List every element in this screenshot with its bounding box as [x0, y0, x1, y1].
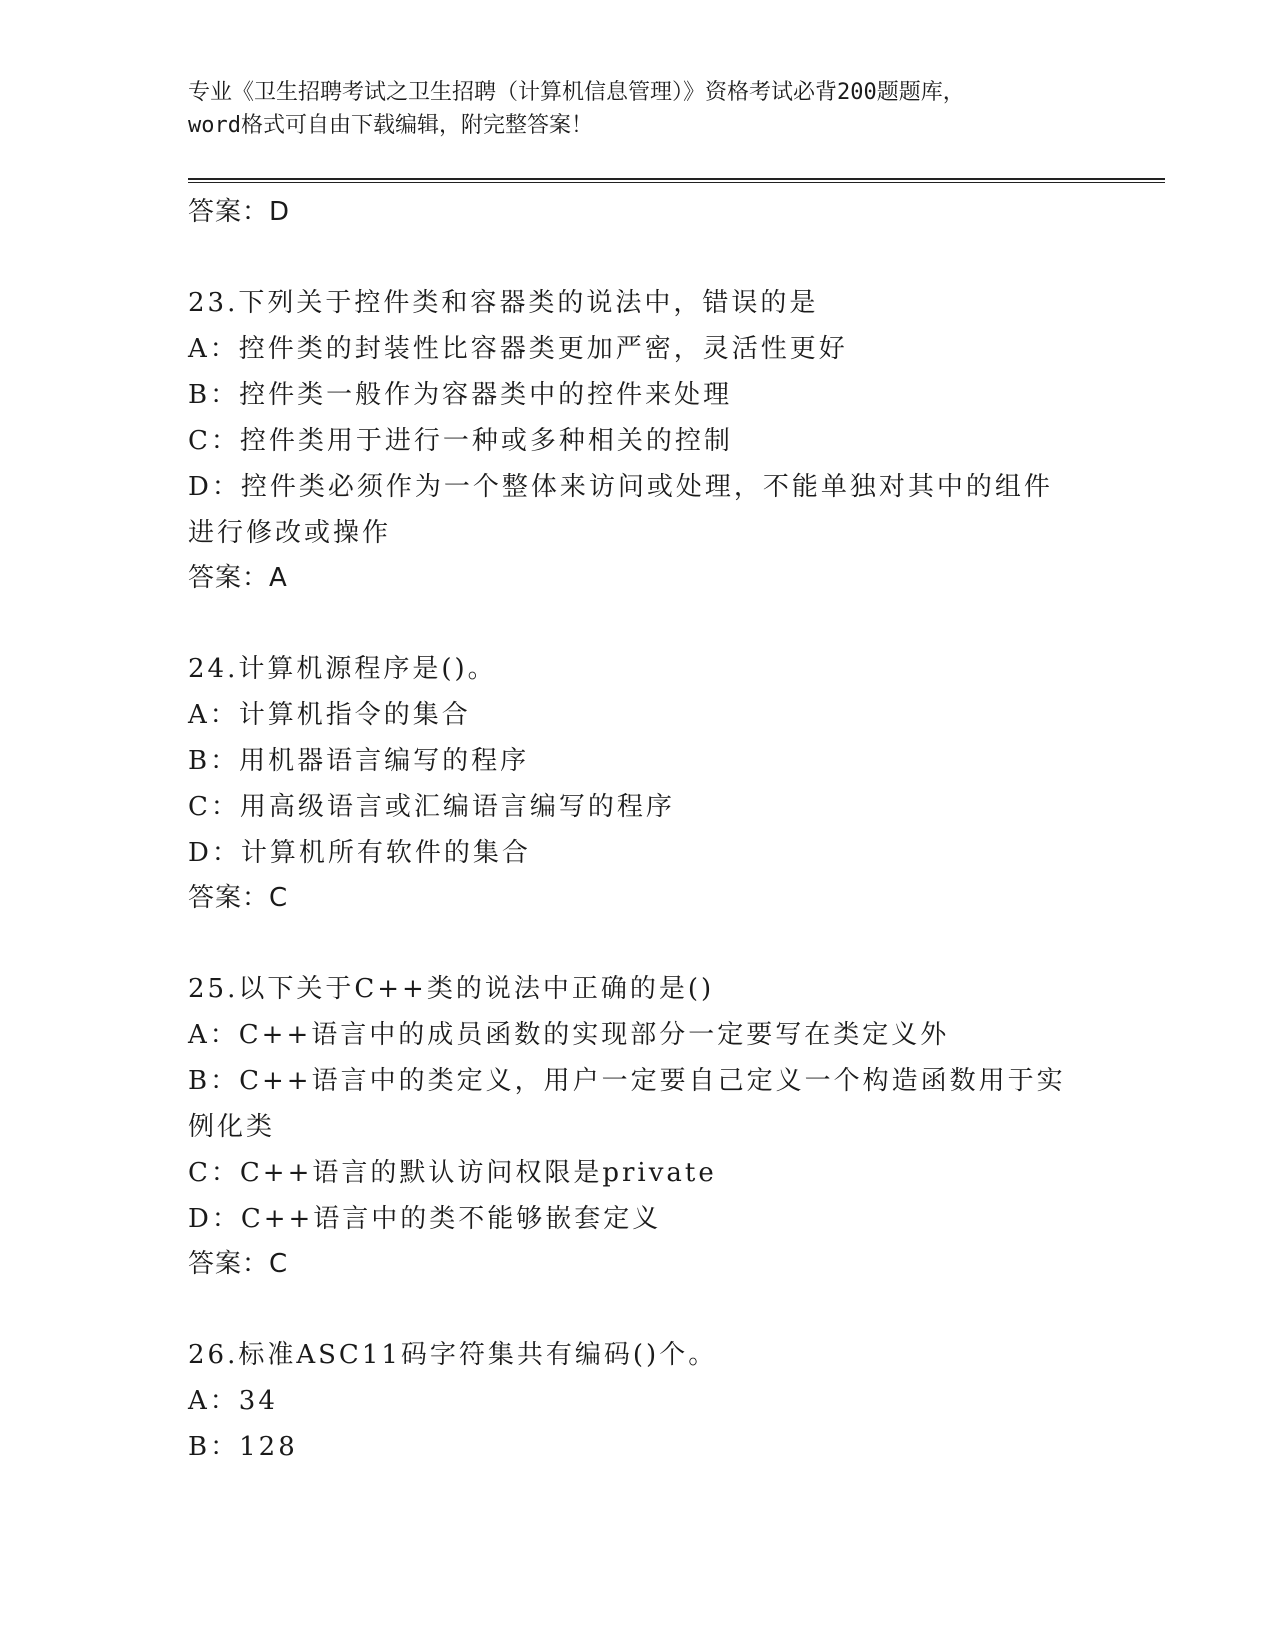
- option-d: D：控件类必须作为一个整体来访问或处理，不能单独对其中的组件进行修改或操作: [188, 472, 1053, 548]
- option-b: B：控件类一般作为容器类中的控件来处理: [188, 380, 733, 410]
- answer-line: 答案：D: [188, 197, 291, 227]
- question-content: [188, 190, 1088, 1470]
- answer-line: 答案：C: [188, 883, 289, 913]
- option-a: A：计算机指令的集合: [188, 700, 471, 730]
- question-stem: 24.计算机源程序是()。: [188, 654, 497, 684]
- question-stem: 26.标准ASC11码字符集共有编码()个。: [188, 1340, 718, 1370]
- option-a: A：控件类的封装性比容器类更加严密，灵活性更好: [188, 334, 848, 364]
- answer-line: 答案：C: [188, 1249, 289, 1279]
- header-divider: [188, 178, 1165, 183]
- option-d: D：计算机所有软件的集合: [188, 838, 531, 868]
- answer-line: 答案：A: [188, 563, 288, 593]
- question-stem: 23.下列关于控件类和容器类的说法中，错误的是: [188, 288, 819, 318]
- option-c: C：控件类用于进行一种或多种相关的控制: [188, 426, 733, 456]
- question-23: [188, 280, 1088, 602]
- option-a: A：34: [188, 1386, 278, 1416]
- option-d: D：C++语言中的类不能够嵌套定义: [188, 1204, 662, 1234]
- question-25: [188, 966, 1088, 1288]
- option-a: A：C++语言中的成员函数的实现部分一定要写在类定义外: [188, 1020, 950, 1050]
- question-26: [188, 1332, 1088, 1470]
- question-stem: 25.以下关于C++类的说法中正确的是(): [188, 974, 715, 1004]
- option-b: B：用机器语言编写的程序: [188, 746, 530, 776]
- option-c: C：C++语言的默认访问权限是private: [188, 1158, 717, 1188]
- header-line-2: word格式可自由下载编辑，附完整答案！: [188, 113, 593, 138]
- option-b: B：C++语言中的类定义，用户一定要自己定义一个构造函数用于实例化类: [188, 1066, 1066, 1142]
- header-line-1: 专业《卫生招聘考试之卫生招聘（计算机信息管理）》资格考试必背200题题库，: [188, 80, 965, 105]
- option-b: B：128: [188, 1432, 298, 1462]
- option-c: C：用高级语言或汇编语言编写的程序: [188, 792, 675, 822]
- document-header: [188, 76, 1088, 142]
- question-24: [188, 646, 1088, 922]
